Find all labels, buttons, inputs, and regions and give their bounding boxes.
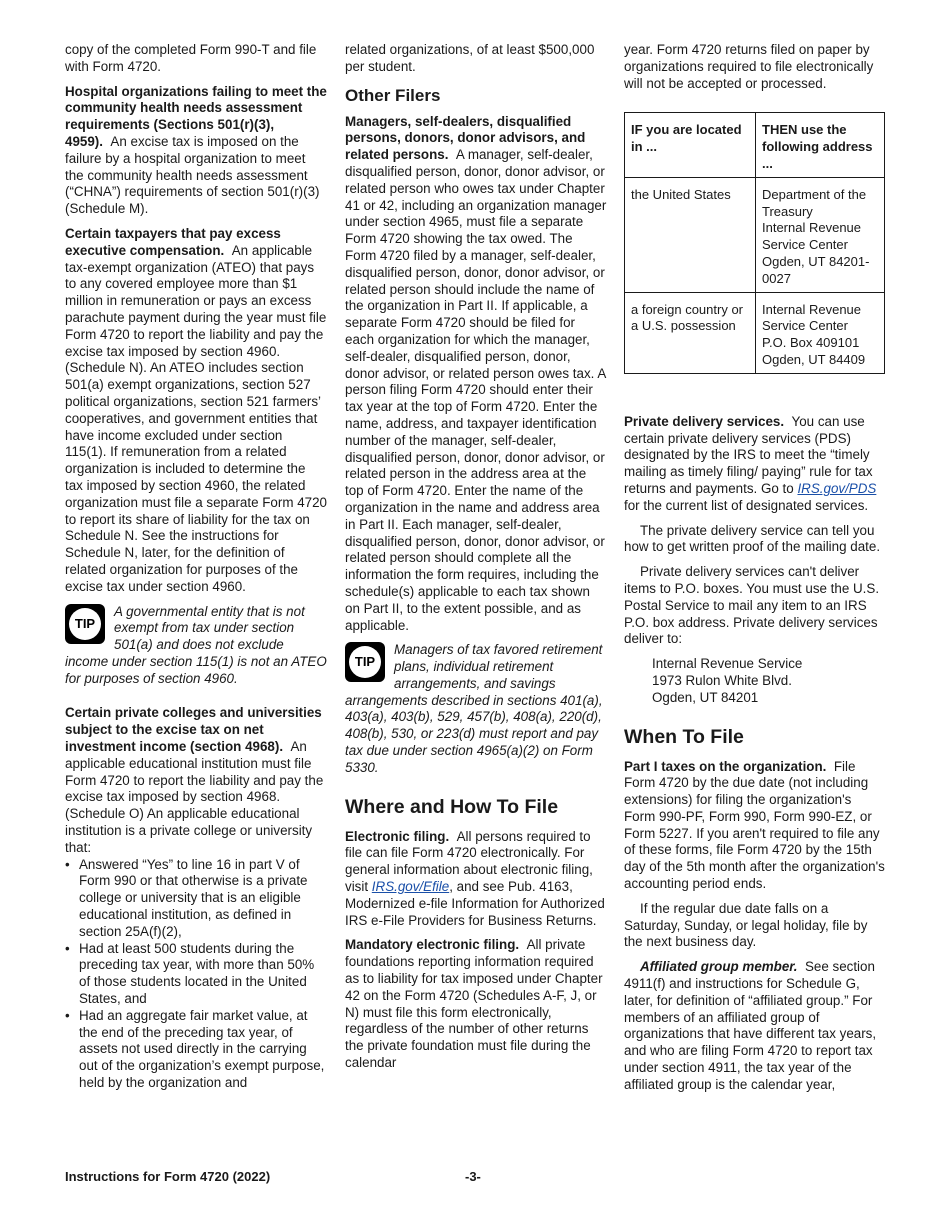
tip-icon: TIP	[65, 604, 105, 644]
pds-paragraph: Private delivery services. You can use certain private delivery services (PDS) designated by the IRS to meet the “timely mailing as timely filing/ paying” rule for tax returns and payments. Go to IRS.gov/PDS for the current list of designated services.	[624, 413, 877, 513]
when-to-file-heading: When To File	[624, 725, 744, 748]
college-text: An applicable educational institution must file Form 4720 to report the liability and pay the excise tax imposed by section 4968. (Schedule O) An applicable educational institution is a private college or university that:	[65, 739, 324, 855]
mandatory-run-in-heading: Mandatory electronic filing.	[345, 937, 520, 953]
col2-intro: related organizations, of at least $500,000 per student.	[345, 42, 595, 74]
column-1	[65, 42, 327, 1092]
managers-paragraph	[345, 114, 607, 635]
pds-proof-paragraph: The private delivery service can tell you how to get written proof of the mailing date.	[624, 522, 881, 555]
bullet-item: • Answered “Yes” to line 16 in part V of Form 990 or that otherwise is a private college or university that is an eligible educational institution, as defined in section 25A(f)(2),	[65, 856, 308, 939]
affiliated-run-in-heading: Affiliated group member.	[640, 959, 798, 975]
exec-comp-run-in-heading: Certain taxpayers that pay excess executive compensation.	[65, 225, 281, 258]
hospital-text: An excise tax is imposed on the failure by a hospital organization to meet the community health needs assessment (“CHNA”) requirements of section 501(r)(3) (Schedule M).	[65, 133, 320, 217]
part1-run-in-heading: Part I taxes on the organization.	[624, 758, 827, 774]
hospital-run-in-heading: Hospital organizations failing to meet the community health needs assessment requirements (Sections 501(r)(3), 4959).	[65, 83, 327, 149]
exec-comp-paragraph	[65, 226, 327, 596]
part1-paragraph: Part I taxes on the organization. File Form 4720 by the due date (not including extensions) for filing the organization's Form 990-PF, Form 990, Form 990-EZ, or Form 5227. If you aren't required to file any of these forms, file Form 4720 by the 15th day of the 5th month after the organization's accounting period ends.	[624, 758, 885, 892]
efile-paragraph: Electronic filing. All persons required to file can file Form 4720 electronically. For general information about electronic filing, visit IRS.gov/Efile, and see Pub. 4163, Modernized e-file Information for Authorized IRS e-File Providers for Business Returns.	[345, 828, 605, 928]
pds-run-in-heading: Private delivery services.	[624, 413, 785, 429]
table-row	[625, 177, 885, 292]
other-filers-heading: Other Filers	[345, 85, 441, 105]
table-cell-location: the United States	[625, 177, 756, 292]
filing-address-table	[624, 112, 885, 373]
page-number: -3-	[465, 1169, 481, 1184]
pds-pobox-paragraph: Private delivery services can't deliver items to P.O. boxes. You must use the U.S. Postal Service to mail any item to an IRS P.O. box address. Private delivery services deliver to:	[624, 564, 880, 647]
table-cell-location: a foreign country or a U.S. possession	[625, 292, 756, 373]
col3-intro: year. Form 4720 returns filed on paper by organizations required to file electronically will not be accepted or processed.	[624, 42, 874, 91]
table-header: THEN use the following address ...	[756, 113, 885, 177]
table-header: IF you are located in ...	[625, 113, 756, 177]
tip-text: Managers of tax favored retirement plans, individual retirement arrangements, and savings arrangements described in sections 401(a), 403(a), 403(b), 529, 457(b), 408(a), 220(d), 408(b), 530, or 223(d) must report and pay tax due under section 4965(a)(2) on Form 5330.	[345, 642, 603, 775]
irs-efile-link[interactable]: IRS.gov/Efile	[371, 879, 450, 895]
table-cell-address: Department of the Treasury Internal Revenue Service Center Ogden, UT 84201-0027	[756, 177, 885, 292]
column-3	[624, 42, 886, 1102]
hospital-paragraph	[65, 84, 327, 218]
footer-title: Instructions for Form 4720 (2022)	[65, 1169, 271, 1184]
exec-comp-text: An applicable tax-exempt organization (ATEO) that pays to any covered employee more than $1 million in remuneration or pays an excess parachute payment during the year must file Form 4720 to report the liability and pay the excise tax imposed by section 4960. (Schedule N). An ATEO includes section 501(a) exempt organizations, section 527 political organizations, section 521 farmers’ cooperatives, and government entities that have income excluded under section 115(1). If remuneration from a related organization is included to determine the tax imposed by section 4960, the related organization must file a separate Form 4720 to report its share of liability for the tax on Schedule N. See the instructions for Schedule N, later, for the definition of related organization for purposes of the excise tax under section 4960.	[65, 242, 328, 594]
irs-pds-link[interactable]: IRS.gov/PDS	[797, 480, 877, 496]
table-cell-address: Internal Revenue Service Center P.O. Box 409101 Ogden, UT 84409	[756, 292, 885, 373]
tip-note-ateo	[65, 604, 327, 688]
managers-text: A manager, self-dealer, disqualified person, donor, donor advisor, or related person who owes tax under Chapter 41 or 42, including an organization manager under section 4965, must file a separate Form 4720 showing the tax owed. The Form 4720 filed by a manager, self-dealer, disqualified person, donor, donor advisor, or related person should include the name of the organization in Part II. If applicable, a separate Form 4720 should be filed for each organization for which the manager, self-dealer, disqualified person, donor, donor advisor, or related person owes tax. A person filing Form 4720 should enter their tax year at the top of Form 4720. Enter the name, address, and taxpayer identification number of the manager, self-dealer, disqualified person, donor, donor advisor, or related person in the address area at the top of Form 4720. Enter the name of the organization in the name and address area in Part II. Each manager, self-dealer, disqualified person, donor, donor advisor, or related person should complete all the information the form requires, including the schedule(s) applicable to each tax shown on Part II, to the extent possible, and as applicable.	[345, 147, 607, 633]
bullet-icon: •	[65, 940, 70, 956]
where-how-heading: Where and How To File	[345, 795, 559, 818]
bullet-icon: •	[65, 856, 70, 872]
college-paragraph	[65, 705, 327, 856]
bullet-icon: •	[65, 1007, 70, 1023]
bullet-item: • Had at least 500 students during the preceding tax year, with more than 50% of those students located in the United States, and	[65, 940, 315, 1007]
bullet-item: • Had an aggregate fair market value, at the end of the preceding tax year, of assets not used directly in the carrying out of the organization’s exempt purpose, held by the organization and	[65, 1007, 325, 1091]
mandatory-paragraph: Mandatory electronic filing. All private foundations reporting information required as to liability for tax imposed under Chapter 42 on the Form 4720 (Schedules A-F, J, or N) must file this form electronically, regardless of the number of other returns the private foundation must file during the calendar	[345, 937, 603, 1071]
holiday-paragraph: If the regular due date falls on a Saturday, Sunday, or legal holiday, file by the next business day.	[624, 900, 868, 950]
affiliated-paragraph: Affiliated group member. See section 4911(f) and instructions for Schedule G, later, for definition of “affiliated group.” For members of an affiliated group of organizations that have different tax years, and who are filing Form 4720 to report tax under section 4911, the tax year of the affiliated group is the calendar year,	[624, 959, 877, 1092]
managers-run-in-heading: Managers, self-dealers, disqualified persons, donors, donor advisors, and related persons.	[345, 113, 586, 163]
table-row	[625, 292, 885, 373]
table-header-row	[625, 113, 885, 177]
tip-text: A governmental entity that is not exempt from tax under section 501(a) and does not exclude income under section 115(1) is not an ATEO for purposes of section 4960.	[65, 603, 327, 686]
college-run-in-heading: Certain private colleges and universities subject to the excise tax on net investment income (section 4968).	[65, 705, 322, 755]
tip-note-retirement	[345, 642, 607, 776]
efile-run-in-heading: Electronic filing.	[345, 828, 450, 844]
tip-icon: TIP	[345, 642, 385, 682]
col1-intro: copy of the completed Form 990-T and file with Form 4720.	[65, 42, 317, 74]
column-2	[345, 42, 607, 1080]
irs-address-block: Internal Revenue Service 1973 Rulon White Blvd. Ogden, UT 84201	[652, 656, 803, 705]
